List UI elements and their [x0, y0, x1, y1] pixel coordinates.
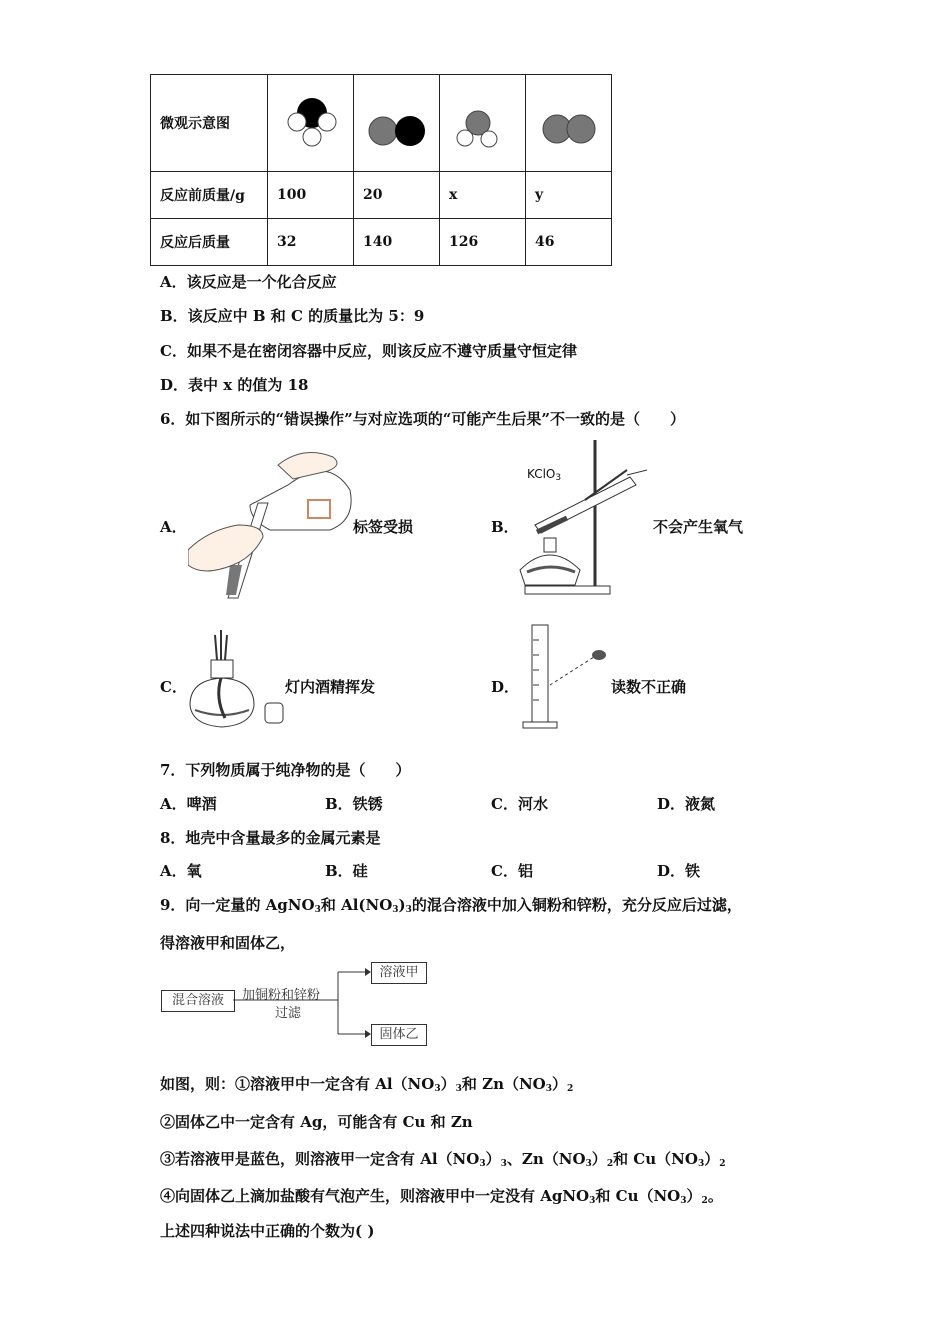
- q9-final-question: 上述四种说法中正确的个数为( ): [160, 1222, 375, 1240]
- before-b: 20: [354, 172, 440, 219]
- q8-option-b: B．硅: [325, 862, 368, 880]
- after-a: 32: [268, 219, 354, 266]
- q7-option-c: C．河水: [491, 795, 548, 813]
- q8-option-a: A．氧: [160, 862, 202, 880]
- q6-stem: 6．如下图所示的“错误操作”与对应选项的“可能产生后果”不一致的是（ ）: [160, 410, 685, 428]
- q8-option-c: C．铝: [491, 862, 533, 880]
- q6-c-letter: C．: [160, 678, 187, 696]
- q7-option-b: B．铁锈: [325, 795, 383, 813]
- q9-stem: 9．向一定量的 AgNO$_3$和 $Al(NO_3)_3$的混合溶液中加入铜粉和锌粉，充分反应后过滤，: [160, 896, 742, 915]
- graduated-cylinder-illustration: [515, 620, 615, 730]
- flow-arrows: [233, 960, 373, 1045]
- molecule-b-icon: [363, 91, 433, 151]
- q9-statement-1: 如图，则：①溶液甲中一定含有 $Al(NO_3)_3$和 $Zn(NO_3)_2$: [160, 1075, 574, 1094]
- row-label-after: 反应后质量: [151, 219, 268, 266]
- kclo3-label: KClO$_3$: [527, 467, 562, 483]
- after-c: 126: [440, 219, 526, 266]
- q5-option-d: D．表中 x 的值为 18: [160, 376, 309, 394]
- after-b: 140: [354, 219, 440, 266]
- q5-option-c: C．如果不是在密闭容器中反应，则该反应不遵守质量守恒定律: [160, 342, 577, 360]
- q9-stem-line2: 得溶液甲和固体乙，: [160, 934, 296, 952]
- q6-b-result: 不会产生氧气: [653, 518, 744, 536]
- q8-stem: 8．地壳中含量最多的金属元素是: [160, 829, 381, 847]
- mixed-solution-box: 混合溶液: [161, 990, 235, 1012]
- before-a: 100: [268, 172, 354, 219]
- molecule-c-icon: [449, 91, 519, 151]
- q9-statement-3: ③若溶液甲是蓝色，则溶液甲一定含有 $Al(NO_3)_3$、$Zn(NO_3)_2$和 $Cu(NO_3)_2$: [160, 1150, 726, 1169]
- q5-option-b: B．该反应中 B 和 C 的质量比为 5：9: [160, 307, 425, 325]
- before-c: x: [440, 172, 526, 219]
- arrow-label-top: 加铜粉和锌粉: [242, 988, 321, 1003]
- molecule-b-cell: [354, 75, 440, 172]
- solution-jia-box: 溶液甲: [371, 962, 427, 984]
- alcohol-lamp-illustration: [185, 625, 295, 735]
- q6-a-result: 标签受损: [353, 518, 414, 536]
- q5-option-a: A．该反应是一个化合反应: [160, 273, 337, 291]
- q9-statement-2: ②固体乙中一定含有 Ag，可能含有 Cu 和 Zn: [160, 1113, 473, 1131]
- q6-d-result: 读数不正确: [611, 678, 687, 696]
- heating-kclo3-illustration: [515, 440, 660, 600]
- arrow-label-bottom: 过滤: [275, 1006, 302, 1021]
- molecule-a-icon: [277, 91, 347, 151]
- pouring-liquid-illustration: [188, 445, 358, 600]
- molecule-a-cell: [268, 75, 354, 172]
- q6-a-letter: A．: [160, 518, 187, 536]
- q6-d-letter: D．: [491, 678, 520, 696]
- q7-stem: 7．下列物质属于纯净物的是（ ）: [160, 761, 411, 779]
- row-label-diagram: 微观示意图: [151, 75, 268, 172]
- molecule-d-cell: [526, 75, 612, 172]
- after-d: 46: [526, 219, 612, 266]
- q9-statement-4: ④向固体乙上滴加盐酸有气泡产生，则溶液甲中一定没有 AgNO$_3$和 $Cu(NO_3)_2$。: [160, 1187, 723, 1206]
- before-d: y: [526, 172, 612, 219]
- q8-option-d: D．铁: [657, 862, 701, 880]
- solid-yi-box: 固体乙: [371, 1024, 427, 1046]
- molecule-d-icon: [535, 91, 605, 151]
- molecule-c-cell: [440, 75, 526, 172]
- q6-b-letter: B．: [491, 518, 519, 536]
- q7-option-d: D．液氮: [657, 795, 716, 813]
- q6-c-result: 灯内酒精挥发: [285, 678, 376, 696]
- data-table: [150, 74, 612, 266]
- row-label-before: 反应前质量/g: [151, 172, 268, 219]
- q7-option-a: A．啤酒: [160, 795, 217, 813]
